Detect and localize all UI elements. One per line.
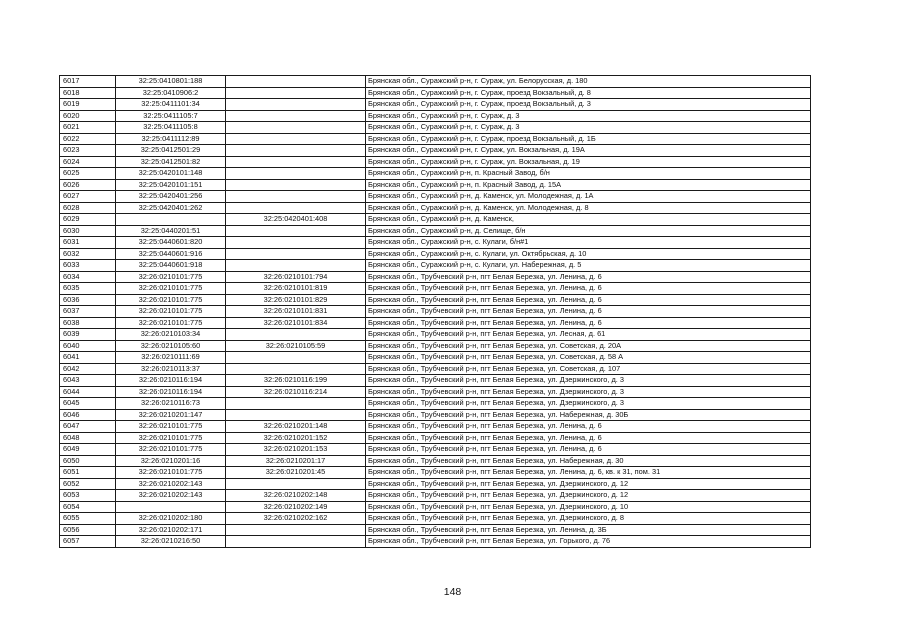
table-row — [60, 386, 811, 398]
table-row — [60, 191, 811, 203]
table-row — [60, 271, 811, 283]
address-cell: Брянская обл., Трубчевский р-н, пгт Белая Березка, ул. Дзержинского, д. 3 — [366, 375, 811, 387]
row-number-cell: 6019 — [60, 99, 116, 111]
table-row — [60, 398, 811, 410]
table-row — [60, 99, 811, 111]
related-cadastral-number-cell — [226, 536, 366, 548]
row-number-cell: 6034 — [60, 271, 116, 283]
address-cell: Брянская обл., Трубчевский р-н, пгт Белая Березка, ул. Ленина, д. 6 — [366, 317, 811, 329]
row-number-cell: 6033 — [60, 260, 116, 272]
address-cell: Брянская обл., Суражский р-н, г. Сураж, д. 3 — [366, 122, 811, 134]
row-number-cell: 6055 — [60, 513, 116, 525]
table-row — [60, 455, 811, 467]
related-cadastral-number-cell: 32:26:0210116:214 — [226, 386, 366, 398]
row-number-cell: 6021 — [60, 122, 116, 134]
cadastral-number-cell: 32:25:0440601:916 — [116, 248, 226, 260]
address-cell: Брянская обл., Трубчевский р-н, пгт Белая Березка, ул. Ленина, д. 6 — [366, 432, 811, 444]
cadastral-number-cell: 32:25:0420101:148 — [116, 168, 226, 180]
row-number-cell: 6053 — [60, 490, 116, 502]
table-row — [60, 87, 811, 99]
row-number-cell: 6025 — [60, 168, 116, 180]
row-number-cell: 6028 — [60, 202, 116, 214]
table-row — [60, 248, 811, 260]
address-cell: Брянская обл., Трубчевский р-н, пгт Белая Березка, ул. Советская, д. 58 А — [366, 352, 811, 364]
related-cadastral-number-cell: 32:26:0210101:834 — [226, 317, 366, 329]
related-cadastral-number-cell — [226, 478, 366, 490]
cadastral-number-cell: 32:26:0210103:34 — [116, 329, 226, 341]
table-row — [60, 317, 811, 329]
row-number-cell: 6048 — [60, 432, 116, 444]
related-cadastral-number-cell: 32:26:0210101:819 — [226, 283, 366, 295]
table-row — [60, 168, 811, 180]
row-number-cell: 6054 — [60, 501, 116, 513]
row-number-cell: 6017 — [60, 76, 116, 88]
address-cell: Брянская обл., Трубчевский р-н, пгт Белая Березка, ул. Ленина, д. 6 — [366, 306, 811, 318]
related-cadastral-number-cell — [226, 145, 366, 157]
cadastral-number-cell: 32:26:0210101:775 — [116, 283, 226, 295]
address-cell: Брянская обл., Суражский р-н, г. Сураж, ул. Вокзальная, д. 19 — [366, 156, 811, 168]
table-row — [60, 421, 811, 433]
address-cell: Брянская обл., Трубчевский р-н, пгт Белая Березка, ул. Набережная, д. 30Б — [366, 409, 811, 421]
address-cell: Брянская обл., Трубчевский р-н, пгт Белая Березка, ул. Советская, д. 20А — [366, 340, 811, 352]
row-number-cell: 6023 — [60, 145, 116, 157]
cadastral-number-cell: 32:25:0410801:188 — [116, 76, 226, 88]
related-cadastral-number-cell: 32:26:0210202:149 — [226, 501, 366, 513]
row-number-cell: 6039 — [60, 329, 116, 341]
row-number-cell: 6050 — [60, 455, 116, 467]
cadastral-number-cell: 32:26:0210116:73 — [116, 398, 226, 410]
address-cell: Брянская обл., Суражский р-н, д. Каменск, ул. Молодежная, д. 1А — [366, 191, 811, 203]
related-cadastral-number-cell: 32:26:0210201:17 — [226, 455, 366, 467]
table-row — [60, 478, 811, 490]
related-cadastral-number-cell — [226, 409, 366, 421]
row-number-cell: 6045 — [60, 398, 116, 410]
table-row — [60, 260, 811, 272]
cadastral-number-cell: 32:25:0440201:51 — [116, 225, 226, 237]
related-cadastral-number-cell — [226, 87, 366, 99]
address-cell: Брянская обл., Суражский р-н, п. Красный Завод, д. 15А — [366, 179, 811, 191]
related-cadastral-number-cell: 32:26:0210201:148 — [226, 421, 366, 433]
cadastral-number-cell: 32:26:0210101:775 — [116, 271, 226, 283]
row-number-cell: 6047 — [60, 421, 116, 433]
related-cadastral-number-cell — [226, 524, 366, 536]
address-cell: Брянская обл., Трубчевский р-н, пгт Белая Березка, ул. Ленина, д. 3Б — [366, 524, 811, 536]
row-number-cell: 6041 — [60, 352, 116, 364]
address-cell: Брянская обл., Суражский р-н, с. Кулаги, б/н#1 — [366, 237, 811, 249]
related-cadastral-number-cell — [226, 191, 366, 203]
row-number-cell: 6020 — [60, 110, 116, 122]
cadastral-number-cell: 32:26:0210101:775 — [116, 444, 226, 456]
cadastral-number-cell: 32:26:0210101:775 — [116, 467, 226, 479]
address-cell: Брянская обл., Трубчевский р-н, пгт Белая Березка, ул. Дзержинского, д. 10 — [366, 501, 811, 513]
related-cadastral-number-cell — [226, 237, 366, 249]
cadastral-number-cell: 32:25:0420401:256 — [116, 191, 226, 203]
related-cadastral-number-cell — [226, 122, 366, 134]
address-cell: Брянская обл., Трубчевский р-н, пгт Белая Березка, ул. Ленина, д. 6, кв. к 31, пом. 31 — [366, 467, 811, 479]
cadastral-number-cell: 32:26:0210202:143 — [116, 478, 226, 490]
cadastral-number-cell: 32:26:0210116:194 — [116, 375, 226, 387]
cadastral-number-cell: 32:26:0210101:775 — [116, 294, 226, 306]
cadastral-number-cell: 32:26:0210105:60 — [116, 340, 226, 352]
table-row — [60, 110, 811, 122]
table-row — [60, 202, 811, 214]
related-cadastral-number-cell — [226, 133, 366, 145]
row-number-cell: 6056 — [60, 524, 116, 536]
row-number-cell: 6032 — [60, 248, 116, 260]
address-cell: Брянская обл., Трубчевский р-н, пгт Белая Березка, ул. Дзержинского, д. 12 — [366, 478, 811, 490]
row-number-cell: 6038 — [60, 317, 116, 329]
table-row — [60, 340, 811, 352]
row-number-cell: 6029 — [60, 214, 116, 226]
cadastral-number-cell: 32:26:0210113:37 — [116, 363, 226, 375]
address-cell: Брянская обл., Суражский р-н, г. Сураж, ул. Вокзальная, д. 19А — [366, 145, 811, 157]
cadastral-number-cell: 32:25:0411101:34 — [116, 99, 226, 111]
cadastral-number-cell: 32:26:0210101:775 — [116, 317, 226, 329]
related-cadastral-number-cell: 32:26:0210101:794 — [226, 271, 366, 283]
table-row — [60, 225, 811, 237]
registry-table-body — [60, 76, 811, 548]
registry-table — [59, 75, 811, 548]
address-cell: Брянская обл., Суражский р-н, с. Кулаги, ул. Набережная, д. 5 — [366, 260, 811, 272]
address-cell: Брянская обл., Суражский р-н, с. Кулаги, ул. Октябрьская, д. 10 — [366, 248, 811, 260]
related-cadastral-number-cell: 32:26:0210105:59 — [226, 340, 366, 352]
address-cell: Брянская обл., Суражский р-н, г. Сураж, д. 3 — [366, 110, 811, 122]
cadastral-number-cell — [116, 501, 226, 513]
related-cadastral-number-cell — [226, 398, 366, 410]
row-number-cell: 6036 — [60, 294, 116, 306]
table-row — [60, 237, 811, 249]
row-number-cell: 6018 — [60, 87, 116, 99]
table-row — [60, 501, 811, 513]
row-number-cell: 6052 — [60, 478, 116, 490]
address-cell: Брянская обл., Суражский р-н, д. Каменск, ул. Молодежная, д. 8 — [366, 202, 811, 214]
row-number-cell: 6035 — [60, 283, 116, 295]
row-number-cell: 6030 — [60, 225, 116, 237]
cadastral-number-cell: 32:26:0210201:147 — [116, 409, 226, 421]
table-row — [60, 329, 811, 341]
related-cadastral-number-cell: 32:26:0210101:831 — [226, 306, 366, 318]
table-row — [60, 467, 811, 479]
table-row — [60, 444, 811, 456]
cadastral-number-cell: 32:26:0210116:194 — [116, 386, 226, 398]
related-cadastral-number-cell: 32:26:0210201:45 — [226, 467, 366, 479]
address-cell: Брянская обл., Суражский р-н, г. Сураж, ул. Белорусская, д. 180 — [366, 76, 811, 88]
page-number: 148 — [443, 586, 462, 598]
table-row — [60, 352, 811, 364]
table-row — [60, 524, 811, 536]
table-row — [60, 133, 811, 145]
address-cell: Брянская обл., Суражский р-н, д. Селище, б/н — [366, 225, 811, 237]
related-cadastral-number-cell — [226, 363, 366, 375]
cadastral-number-cell: 32:25:0412501:82 — [116, 156, 226, 168]
row-number-cell: 6049 — [60, 444, 116, 456]
address-cell: Брянская обл., Суражский р-н, г. Сураж, проезд Вокзальный, д. 3 — [366, 99, 811, 111]
related-cadastral-number-cell — [226, 99, 366, 111]
cadastral-number-cell: 32:26:0210216:50 — [116, 536, 226, 548]
row-number-cell: 6027 — [60, 191, 116, 203]
related-cadastral-number-cell — [226, 260, 366, 272]
address-cell: Брянская обл., Трубчевский р-н, пгт Белая Березка, ул. Дзержинского, д. 12 — [366, 490, 811, 502]
address-cell: Брянская обл., Трубчевский р-н, пгт Белая Березка, ул. Ленина, д. 6 — [366, 421, 811, 433]
cadastral-number-cell: 32:26:0210101:775 — [116, 432, 226, 444]
cadastral-number-cell: 32:25:0420101:151 — [116, 179, 226, 191]
cadastral-number-cell: 32:25:0412501:29 — [116, 145, 226, 157]
table-row — [60, 490, 811, 502]
row-number-cell: 6044 — [60, 386, 116, 398]
cadastral-number-cell: 32:25:0411112:89 — [116, 133, 226, 145]
cadastral-number-cell: 32:26:0210101:775 — [116, 421, 226, 433]
row-number-cell: 6040 — [60, 340, 116, 352]
row-number-cell: 6057 — [60, 536, 116, 548]
address-cell: Брянская обл., Трубчевский р-н, пгт Белая Березка, ул. Советская, д. 107 — [366, 363, 811, 375]
cadastral-number-cell: 32:26:0210111:69 — [116, 352, 226, 364]
cadastral-number-cell: 32:26:0210202:143 — [116, 490, 226, 502]
table-row — [60, 214, 811, 226]
cadastral-number-cell: 32:25:0440601:820 — [116, 237, 226, 249]
address-cell: Брянская обл., Трубчевский р-н, пгт Белая Березка, ул. Ленина, д. 6 — [366, 283, 811, 295]
row-number-cell: 6026 — [60, 179, 116, 191]
table-row — [60, 294, 811, 306]
related-cadastral-number-cell: 32:26:0210202:148 — [226, 490, 366, 502]
row-number-cell: 6042 — [60, 363, 116, 375]
cadastral-number-cell: 32:26:0210201:16 — [116, 455, 226, 467]
address-cell: Брянская обл., Трубчевский р-н, пгт Белая Березка, ул. Дзержинского, д. 3 — [366, 386, 811, 398]
row-number-cell: 6051 — [60, 467, 116, 479]
related-cadastral-number-cell — [226, 156, 366, 168]
table-row — [60, 179, 811, 191]
related-cadastral-number-cell — [226, 202, 366, 214]
row-number-cell: 6046 — [60, 409, 116, 421]
related-cadastral-number-cell — [226, 352, 366, 364]
cadastral-number-cell: 32:25:0411105:8 — [116, 122, 226, 134]
related-cadastral-number-cell — [226, 225, 366, 237]
address-cell: Брянская обл., Трубчевский р-н, пгт Белая Березка, ул. Дзержинского, д. 3 — [366, 398, 811, 410]
row-number-cell: 6022 — [60, 133, 116, 145]
cadastral-number-cell: 32:25:0440601:918 — [116, 260, 226, 272]
table-row — [60, 156, 811, 168]
table-row — [60, 375, 811, 387]
address-cell: Брянская обл., Суражский р-н, г. Сураж, проезд Вокзальный, д. 8 — [366, 87, 811, 99]
related-cadastral-number-cell: 32:25:0420401:408 — [226, 214, 366, 226]
cadastral-number-cell: 32:25:0420401:262 — [116, 202, 226, 214]
address-cell: Брянская обл., Трубчевский р-н, пгт Белая Березка, ул. Дзержинского, д. 8 — [366, 513, 811, 525]
row-number-cell: 6043 — [60, 375, 116, 387]
table-row — [60, 283, 811, 295]
related-cadastral-number-cell — [226, 179, 366, 191]
address-cell: Брянская обл., Суражский р-н, д. Каменск, — [366, 214, 811, 226]
related-cadastral-number-cell — [226, 329, 366, 341]
address-cell: Брянская обл., Трубчевский р-н, пгт Белая Березка, ул. Ленина, д. 6 — [366, 444, 811, 456]
row-number-cell: 6024 — [60, 156, 116, 168]
table-row — [60, 513, 811, 525]
row-number-cell: 6031 — [60, 237, 116, 249]
related-cadastral-number-cell: 32:26:0210201:152 — [226, 432, 366, 444]
table-row — [60, 122, 811, 134]
related-cadastral-number-cell: 32:26:0210201:153 — [226, 444, 366, 456]
address-cell: Брянская обл., Трубчевский р-н, пгт Белая Березка, ул. Лесная, д. 61 — [366, 329, 811, 341]
table-row — [60, 306, 811, 318]
row-number-cell: 6037 — [60, 306, 116, 318]
address-cell: Брянская обл., Трубчевский р-н, пгт Белая Березка, ул. Горького, д. 76 — [366, 536, 811, 548]
related-cadastral-number-cell: 32:26:0210101:829 — [226, 294, 366, 306]
address-cell: Брянская обл., Трубчевский р-н, пгт Белая Березка, ул. Ленина, д. 6 — [366, 271, 811, 283]
related-cadastral-number-cell — [226, 248, 366, 260]
address-cell: Брянская обл., Трубчевский р-н, пгт Белая Березка, ул. Набережная, д. 30 — [366, 455, 811, 467]
related-cadastral-number-cell: 32:26:0210202:162 — [226, 513, 366, 525]
related-cadastral-number-cell: 32:26:0210116:199 — [226, 375, 366, 387]
table-row — [60, 432, 811, 444]
table-row — [60, 536, 811, 548]
table-row — [60, 409, 811, 421]
address-cell: Брянская обл., Трубчевский р-н, пгт Белая Березка, ул. Ленина, д. 6 — [366, 294, 811, 306]
related-cadastral-number-cell — [226, 76, 366, 88]
address-cell: Брянская обл., Суражский р-н, п. Красный Завод, б/н — [366, 168, 811, 180]
cadastral-number-cell: 32:25:0410906:2 — [116, 87, 226, 99]
cadastral-number-cell — [116, 214, 226, 226]
table-row — [60, 145, 811, 157]
cadastral-number-cell: 32:25:0411105:7 — [116, 110, 226, 122]
related-cadastral-number-cell — [226, 168, 366, 180]
related-cadastral-number-cell — [226, 110, 366, 122]
cadastral-number-cell: 32:26:0210202:180 — [116, 513, 226, 525]
cadastral-number-cell: 32:26:0210202:171 — [116, 524, 226, 536]
cadastral-number-cell: 32:26:0210101:775 — [116, 306, 226, 318]
table-row — [60, 76, 811, 88]
table-row — [60, 363, 811, 375]
address-cell: Брянская обл., Суражский р-н, г. Сураж, проезд Вокзальный, д. 1Б — [366, 133, 811, 145]
